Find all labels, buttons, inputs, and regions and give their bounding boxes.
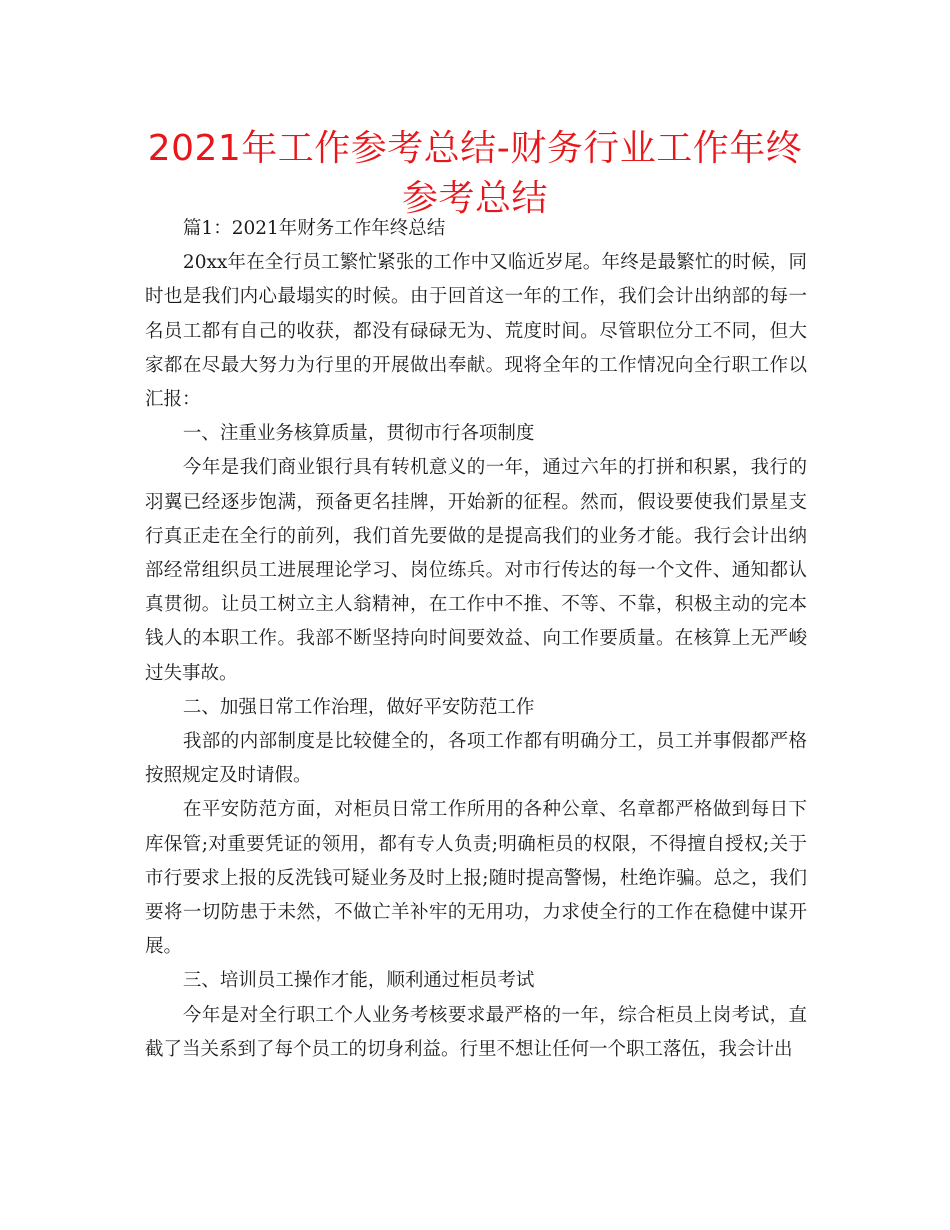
paragraph-intro: 20xx年在全行员工繁忙紧张的工作中又临近岁尾。年终是最繁忙的时候，同时也是我们内心最塌实的时候。由于回首这一年的工作，我们会计出纳部的每一名员工都有自己的收获，都没有碌碌无为、荒度时间。尽管职位分工不同，但大家都在尽最大努力为行里的开展做出奉献。现将全年的工作情况向全行职工作以汇报： [145, 252, 807, 411]
paragraph-body-3: 今年是对全行职工个人业务考核要求最严格的一年，综合柜员上岗考试，直截了当关系到了每个员工的切身利益。行里不想让任何一个职工落伍，我会计出 [145, 1004, 807, 1060]
paragraph-body-2b: 在平安防范方面，对柜员日常工作所用的各种公章、名章都严格做到每日下库保管;对重要凭证的领用，都有专人负责;明确柜员的权限，不得擅自授权;关于市行要求上报的反洗钱可疑业务及时上报;随时提高警惕，杜绝诈骗。总之，我们要将一切防患于未然，不做亡羊补牢的无用功，力求使全行的工作在稳健中谋开展。 [145, 799, 807, 958]
paragraph-section-heading: 篇1：2021年财务工作年终总结 [182, 218, 446, 239]
paragraph-body-1: 今年是我们商业银行具有转机意义的一年，通过六年的打拼和积累，我行的羽翼已经逐步饱满，预备更名挂牌，开始新的征程。然而，假设要使我们景星支行真正走在全行的前列，我们首先要做的是提高我们的业务才能。我行会计出纳部经常组织员工进展理论学习、岗位练兵。对市行传达的每一个文件、通知都认真贯彻。让员工树立主人翁精神，在工作中不推、不等、不靠，积极主动的完本钱人的本职工作。我部不断坚持向时间要效益、向工作要质量。在核算上无严峻过失事故。 [145, 457, 807, 684]
paragraph-body-2a: 我部的内部制度是比较健全的，各项工作都有明确分工，员工并事假都严格按照规定及时请假。 [145, 731, 807, 787]
paragraph-heading-2: 二、加强日常工作治理，做好平安防范工作 [182, 696, 535, 718]
document-body [145, 212, 807, 1067]
paragraph-heading-1: 一、注重业务核算质量，贯彻市行各项制度 [182, 423, 535, 445]
paragraph-heading-3: 三、培训员工操作才能，顺利通过柜员考试 [182, 970, 535, 992]
document-title: 2021年工作参考总结-财务行业工作年终参考总结 [147, 128, 803, 219]
